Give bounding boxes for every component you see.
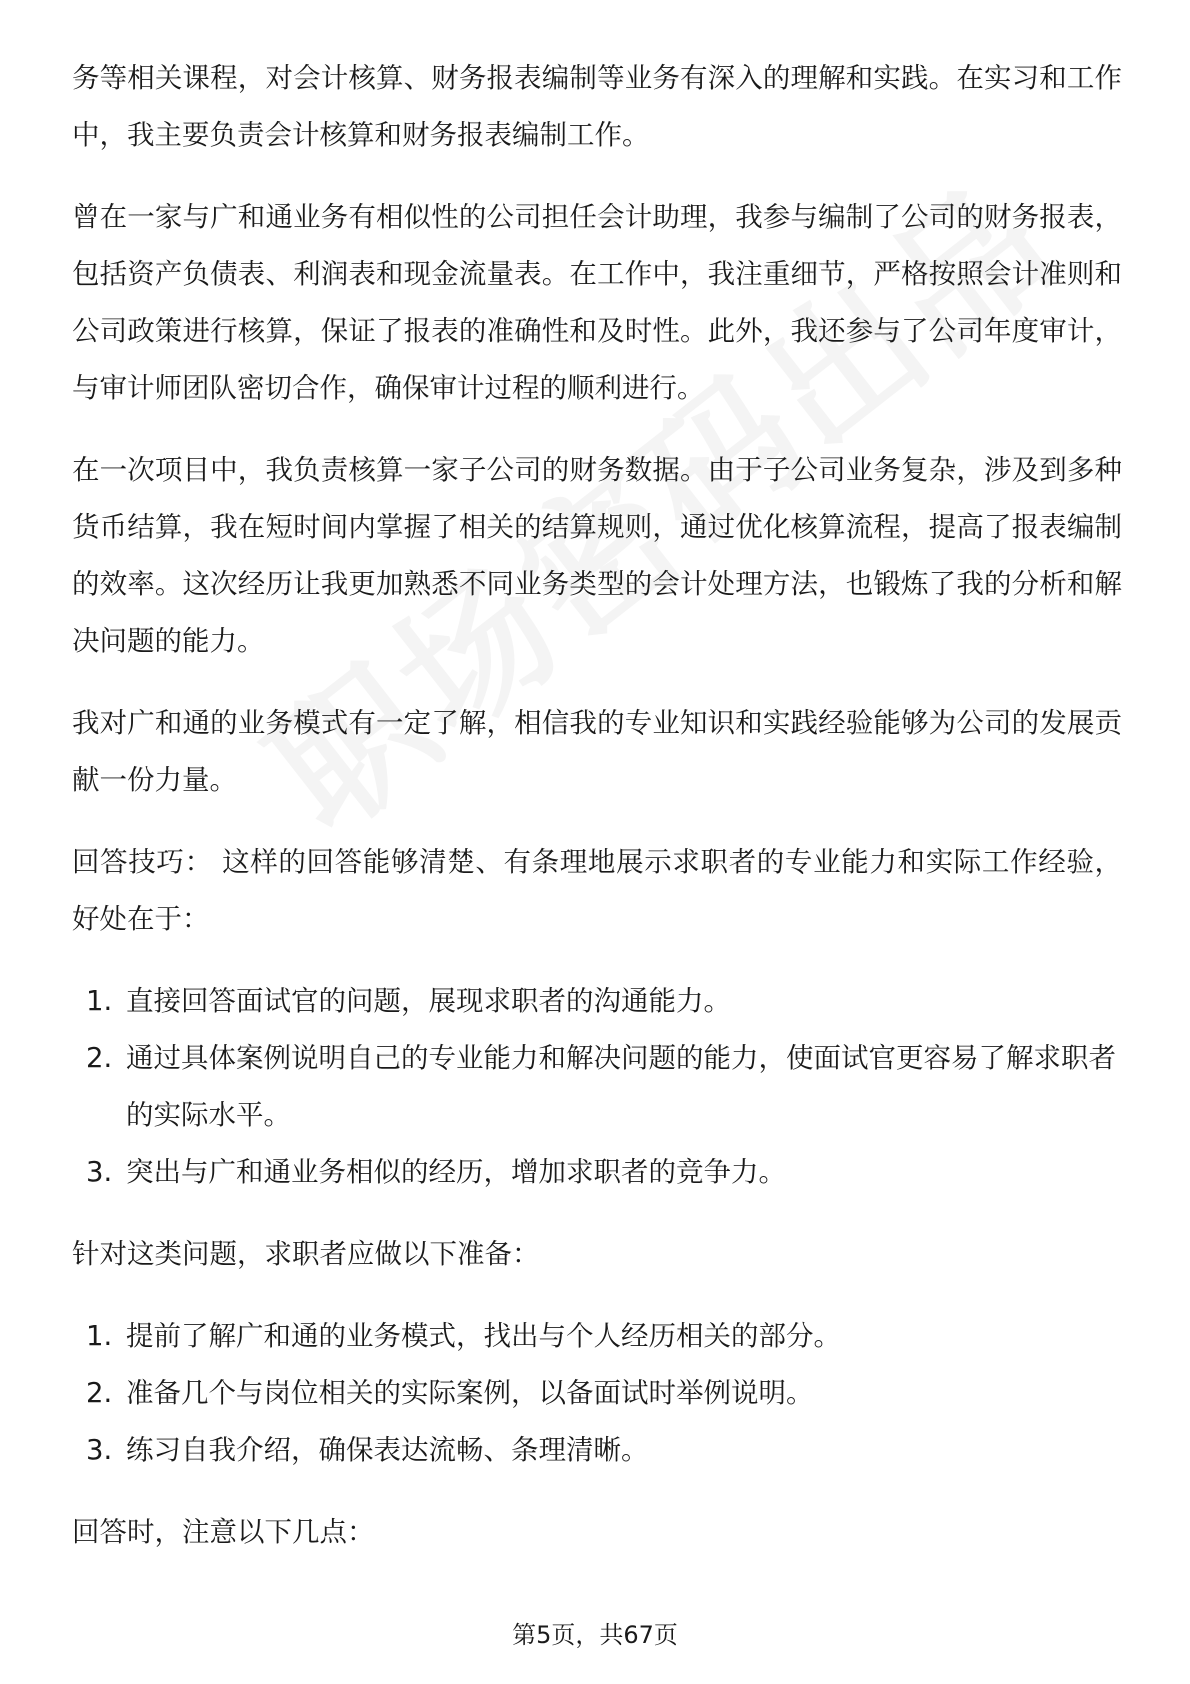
list-number: 1. — [86, 1320, 113, 1352]
list-number: 3. — [86, 1434, 113, 1466]
list-item — [72, 1308, 1122, 1365]
paragraph-3: 在一次项目中，我负责核算一家子公司的财务数据。由于子公司业务复杂，涉及到多种货币结算，我在短时间内掌握了相关的结算规则，通过优化核算流程，提高了报表编制的效率。这次经历让我更加熟悉不同业务类型的会计处理方法，也锻炼了我的分析和解决问题的能力。 — [72, 454, 1122, 657]
list-item — [72, 1422, 1122, 1479]
list-item-text: 练习自我介绍，确保表达流畅、条理清晰。 — [126, 1434, 649, 1466]
list-item — [72, 1144, 1122, 1201]
list-item-text: 提前了解广和通的业务模式，找出与个人经历相关的部分。 — [126, 1320, 841, 1352]
list-item — [72, 973, 1122, 1030]
paragraph-6: 针对这类问题，求职者应做以下准备： — [72, 1238, 540, 1270]
paragraph-4: 我对广和通的业务模式有一定了解，相信我的专业知识和实践经验能够为公司的发展贡献一份力量。 — [72, 707, 1122, 796]
preparation-list — [72, 1308, 1122, 1479]
paragraph-5: 回答技巧： 这样的回答能够清楚、有条理地展示求职者的专业能力和实际工作经验，好处在于： — [72, 846, 1122, 935]
list-item-text: 直接回答面试官的问题，展现求职者的沟通能力。 — [126, 985, 731, 1017]
list-item-text: 通过具体案例说明自己的专业能力和解决问题的能力，使面试官更容易了解求职者的实际水平。 — [126, 1042, 1116, 1131]
list-number: 3. — [86, 1156, 113, 1188]
list-number: 2. — [86, 1042, 113, 1074]
list-number: 2. — [86, 1377, 113, 1409]
paragraph-1: 务等相关课程，对会计核算、财务报表编制等业务有深入的理解和实践。在实习和工作中，我主要负责会计核算和财务报表编制工作。 — [72, 62, 1122, 151]
paragraph-7: 回答时，注意以下几点： — [72, 1516, 375, 1548]
list-item — [72, 1365, 1122, 1422]
document-body — [72, 50, 1122, 1586]
list-number: 1. — [86, 985, 113, 1017]
list-item — [72, 1030, 1122, 1144]
paragraph-2: 曾在一家与广和通业务有相似性的公司担任会计助理，我参与编制了公司的财务报表，包括资产负债表、利润表和现金流量表。在工作中，我注重细节，严格按照会计准则和公司政策进行核算，保证了报表的准确性和及时性。此外，我还参与了公司年度审计，与审计师团队密切合作，确保审计过程的顺利进行。 — [72, 201, 1122, 404]
page-number: 第5页，共67页 — [512, 1621, 678, 1649]
list-item-text: 准备几个与岗位相关的实际案例，以备面试时举例说明。 — [126, 1377, 814, 1409]
benefits-list — [72, 973, 1122, 1201]
list-item-text: 突出与广和通业务相似的经历，增加求职者的竞争力。 — [126, 1156, 786, 1188]
